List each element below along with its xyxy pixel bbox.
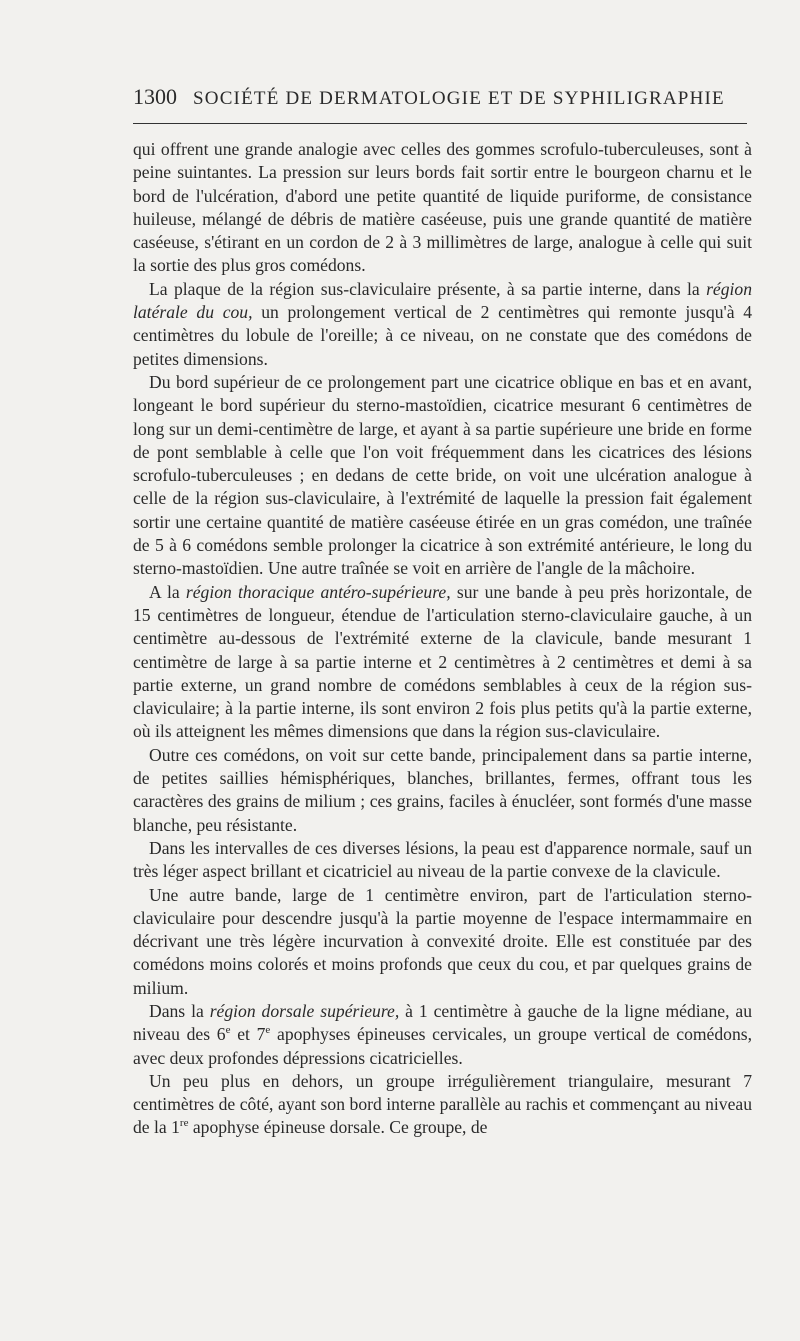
paragraph: Outre ces comédons, on voit sur cette bande, principalement dans sa partie interne, de petites saillies hémisphériques, blanches, brillantes, fermes, offrant tous les caractères des grains de milium ; ces grains, faciles à énucléer, sont formés d'une masse blanche, peu résistante. (133, 744, 752, 835)
body-text (133, 138, 752, 1140)
paragraph: Du bord supérieur de ce prolongement part une cicatrice oblique en bas et en avant, longeant le bord supérieur du sterno-mastoïdien, cicatrice mesurant 6 centimètres de long sur un demi-centimètre de large, et ayant à sa partie supérieure une bride en forme de pont semblable à celle que l'on voit fréquemment dans les cicatrices des lésions scrofulo-tuberculeuses ; en dedans de cette bride, on voit une ulcération analogue à celle de la région sus-claviculaire, à l'extrémité de laquelle la pression fait également sortir une certaine quantité de matière caséeuse étirée en un gras comédon, une traînée de 5 à 6 comédons semble prolonger la cicatrice à son extrémité antérieure, le long du sterno-mastoïdien. Une autre traînée se voit en arrière de l'angle de la mâchoire. (133, 371, 752, 579)
paragraph: A la région thoracique antéro-supérieure, sur une bande à peu près horizontale, de 15 centimètres de longueur, étendue de l'articulation sterno-claviculaire gauche, à un centimètre au-dessous de l'extrémité externe de la clavicule, bande mesurant 1 centimètre de large à sa partie interne et 2 centimètres à 2 centimètres et demi à sa partie externe, un grand nombre de comédons semblables à ceux de la région sus-claviculaire; à la partie interne, ils sont environ 2 fois plus petits qu'à la partie externe, où ils atteignent les mêmes dimensions que dans la région sus-claviculaire. (133, 581, 753, 742)
italic-term: région dorsale supérieure, (209, 1000, 400, 1021)
superscript: re (179, 1117, 189, 1130)
paragraph: La plaque de la région sus-claviculaire présente, à sa partie interne, dans la région latérale du cou, un prolongement vertical de 2 centimètres qui remonte jusqu'à 4 centimètres du lobule de l'oreille; à ce niveau, on ne constate que des comédons de petites dimensions. (133, 278, 753, 369)
italic-term: région thoracique antéro-supérieure, (185, 581, 451, 602)
paragraph: Un peu plus en dehors, un groupe irrégulièrement triangulaire, mesurant 7 centimètres de côté, ayant son bord interne parallèle au rachis et commençant au niveau de la 1re apophyse épineuse dorsale. Ce groupe, de (133, 1070, 752, 1138)
superscript: e (225, 1024, 231, 1037)
page-number: 1300 (133, 84, 177, 109)
paragraph: Dans les intervalles de ces diverses lésions, la peau est d'apparence normale, sauf un très léger aspect brillant et cicatriciel au niveau de la partie convexe de la clavicule. (133, 837, 752, 882)
paragraph: Une autre bande, large de 1 centimètre environ, part de l'articulation sterno-claviculaire pour descendre jusqu'à la partie moyenne de l'espace intermammaire en décrivant une très légère incurvation à convexité droite. Elle est constituée par des comédons moins colorés et moins profonds que ceux du cou, et par quelques grains de milium. (133, 884, 752, 998)
header-rule (133, 123, 747, 124)
running-title: SOCIÉTÉ DE DERMATOLOGIE ET DE SYPHILIGRAPHIE (193, 88, 725, 109)
running-header (133, 84, 748, 110)
superscript: e (265, 1024, 271, 1037)
paragraph: qui offrent une grande analogie avec celles des gommes scrofulo-tuberculeuses, sont à peine suintantes. La pression sur leurs bords fait sortir entre le bourgeon charnu et le bord de l'ulcération, d'abord une petite quantité de liquide puriforme, de consistance huileuse, mélangé de débris de matière caséeuse, puis une grande quantité de matière caséeuse, s'étirant en un cordon de 2 à 3 millimètres de large, analogue à celle qui suit la sortie des plus gros comédons. (133, 139, 752, 276)
paragraph: Dans la région dorsale supérieure, à 1 centimètre à gauche de la ligne médiane, au niveau des 6e et 7e apophyses épineuses cervicales, un groupe vertical de comédons, avec deux profondes dépressions cicatricielles. (133, 1000, 752, 1068)
italic-term: région latérale du cou, (133, 278, 752, 323)
